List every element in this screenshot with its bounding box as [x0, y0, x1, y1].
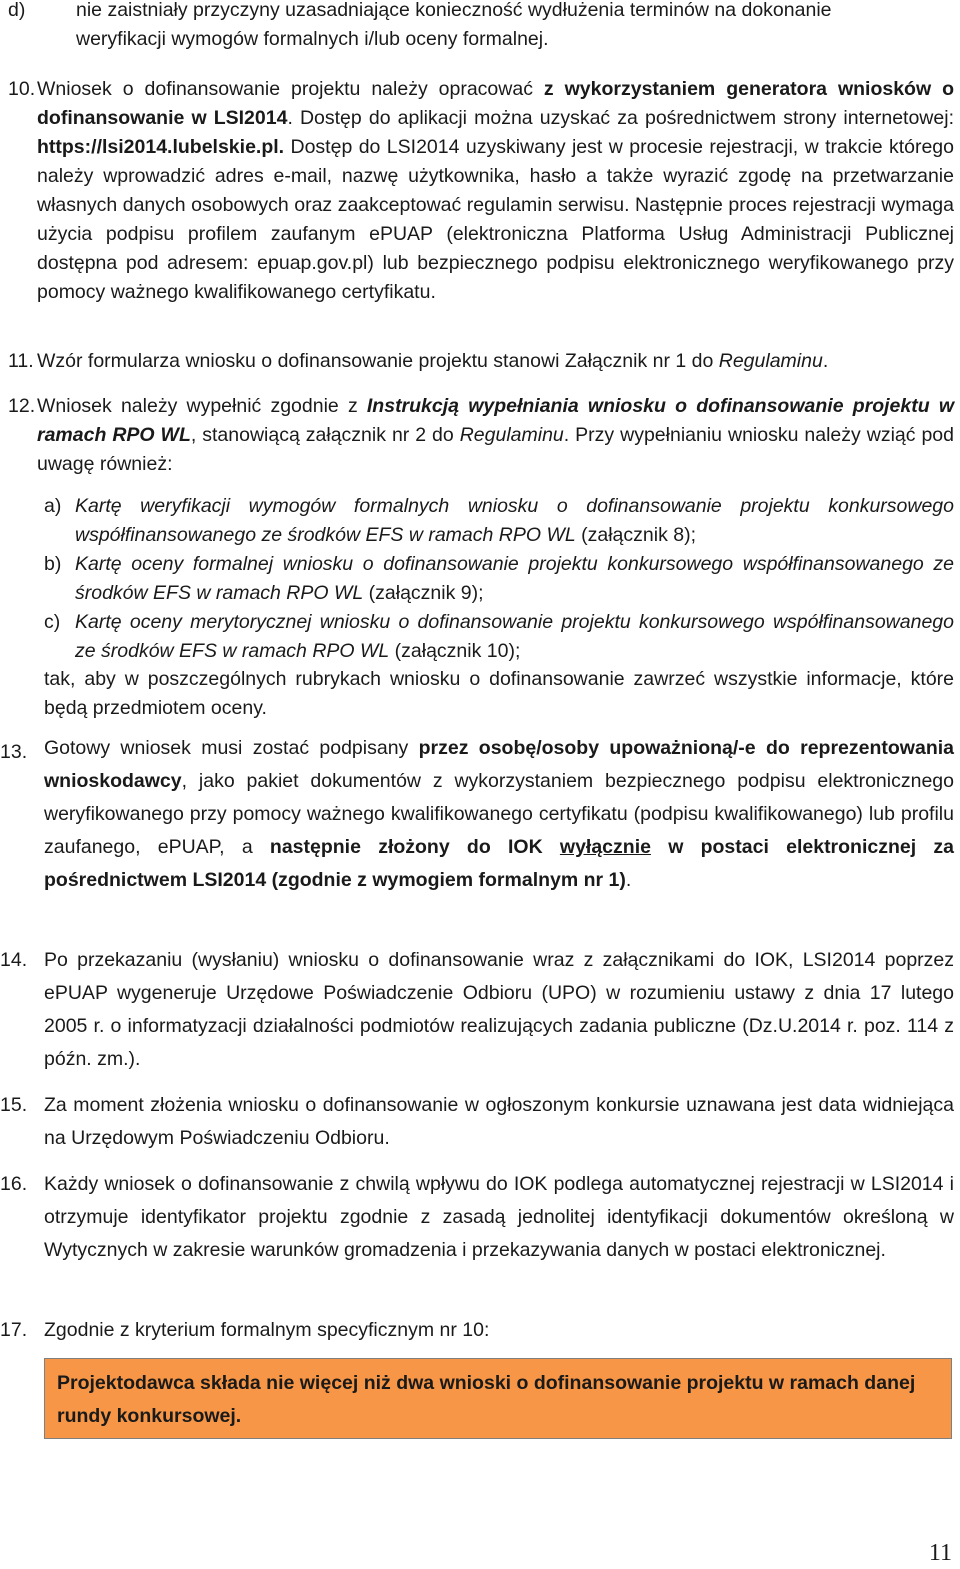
p13-bold-2: następnie złożony do IOK [269, 836, 560, 858]
sub-item-c [75, 608, 954, 666]
sub-c-italic: Kartę oceny merytorycznej wniosku o dofinansowanie projektu konkursowego współfinansowanego ze środków EFS w ramach RPO WL [75, 611, 954, 662]
sub-b-plain: (załącznik 9); [363, 582, 484, 604]
page-number: 11 [928, 1540, 952, 1566]
sub-marker-c: c) [44, 611, 61, 633]
paragraph-16: Każdy wniosek o dofinansowanie z chwilą wpływu do IOK podlega automatycznej rejestracji w LSI2014 i otrzymuje identyfikator projektu zgodnie z zasadą jednolitej identyfikacji dokumentów określoną w Wytycznych w zakresie warunków gromadzenia i przekazywania danych w postaci elektronicznej. [44, 1173, 954, 1261]
sub-c-plain: (załącznik 10); [389, 640, 521, 662]
paragraph-17: Zgodnie z kryterium formalnym specyficznym nr 10: [44, 1319, 490, 1341]
p12-text-2: , stanowiącą załącznik nr 2 do [190, 424, 460, 446]
item-14-number: 14. [0, 949, 28, 971]
paragraph-11 [37, 347, 954, 376]
p13-text-1: Gotowy wniosek musi zostać podpisany [44, 737, 419, 759]
p13-bold-3: w postaci elektronicznej za pośrednictwem LSI2014 (zgodnie z wymogiem formalnym nr 1) [44, 836, 954, 891]
item-11-number: 11. [8, 350, 34, 372]
sub-item-b [75, 550, 954, 608]
p12-text-1: Wniosek należy wypełnić zgodnie z [37, 395, 367, 417]
item-12-number: 12. [8, 395, 36, 417]
criterion-box-text: Projektodawca składa nie więcej niż dwa wnioski o dofinansowanie projektu w ramach danej rundy konkursowej. [57, 1372, 916, 1427]
sub-b-italic: Kartę oceny formalnej wniosku o dofinansowanie projektu konkursowego współfinansowanego ze środków EFS w ramach RPO WL [75, 553, 954, 604]
p12-instrukcja: Instrukcją wypełniania wniosku o dofinansowanie projektu w ramach RPO WL [37, 395, 954, 446]
paragraph-12 [37, 392, 954, 479]
p12-text-3: . Przy wypełnianiu wniosku należy wziąć pod uwagę również: [37, 424, 954, 475]
item-15-number: 15. [0, 1094, 28, 1116]
p13-text-3: . [625, 869, 632, 891]
paragraph-d-line2: weryfikacji wymogów formalnych i/lub oceny formalnej. [76, 28, 549, 50]
paragraph-d-line1: nie zaistniały przyczyny uzasadniające konieczność wydłużenia terminów na dokonanie [76, 0, 832, 21]
paragraph-14: Po przekazaniu (wysłaniu) wniosku o dofinansowanie wraz z załącznikami do IOK, LSI2014 poprzez ePUAP wygeneruje Urzędowe Poświadczenie Odbioru (UPO) w rozumieniu ustawy z dnia 17 lutego 2005 r. o informatyzacji działalności podmiotów realizujących zadania publiczne (Dz.U.2014 r. poz. 114 z późn. zm.). [44, 949, 954, 1070]
p10-text-1: Wniosek o dofinansowanie projektu należy opracować [37, 78, 544, 100]
criterion-highlight-box [44, 1358, 952, 1439]
p13-bold-1: przez osobę/osoby upoważnioną/-e do reprezentowania wnioskodawcy [44, 737, 954, 792]
p11-regulamin: Regulaminu [718, 350, 823, 372]
item-13-number: 13. [0, 741, 28, 763]
list-marker-d: d) [8, 0, 26, 21]
sub-marker-b: b) [44, 553, 62, 575]
p10-text-3: Dostęp do LSI2014 uzyskiwany jest w procesie rejestracji, w trakcie którego należy wprowadzić adres e-mail, nazwę użytkownika, hasło a także wyrazić zgodę na przetwarzanie własnych danych osobowych oraz zaakceptować regulamin serwisu. Następnie proces rejestracji wymaga użycia podpisu profilem zaufanym ePUAP (elektroniczna Platforma Usług Administracji Publicznej dostępna pod adresem: epuap.gov.pl) lub bezpiecznego podpisu elektronicznego weryfikowanego przy pomocy ważnego kwalifikowanego certyfikatu. [37, 136, 954, 303]
item-17-number: 17. [0, 1319, 28, 1341]
p12-regulamin: Regulaminu [459, 424, 564, 446]
p11-text-1: Wzór formularza wniosku o dofinansowanie projektu stanowi Załącznik nr 1 do [37, 350, 719, 372]
item-10-number: 10. [8, 78, 36, 100]
p13-text-2: , jako pakiet dokumentów z wykorzystaniem bezpiecznego podpisu elektronicznego weryfikowanego przy pomocy ważnego kwalifikowanego certyfikatu (podpisu kwalifikowanego) lub profilu zaufanego, ePUAP, a [44, 770, 954, 858]
p10-text-2: . Dostęp do aplikacji można uzyskać za pośrednictwem strony internetowej: [287, 107, 954, 129]
paragraph-10 [37, 75, 954, 307]
paragraph-13 [44, 732, 954, 897]
sub-a-italic: Kartę weryfikacji wymogów formalnych wniosku o dofinansowanie projektu konkursowego współfinansowanego ze środków EFS w ramach RPO WL [75, 495, 954, 546]
sub-marker-a: a) [44, 495, 62, 517]
p10-url: https://lsi2014.lubelskie.pl. [37, 136, 285, 158]
item-16-number: 16. [0, 1173, 28, 1195]
p13-wylacznie: wyłącznie [559, 836, 651, 858]
paragraph-d [76, 0, 954, 54]
sub-a-plain: (załącznik 8); [575, 524, 697, 546]
paragraph-15: Za moment złożenia wniosku o dofinansowanie w ogłoszonym konkursie uznawana jest data widniejąca na Urzędowym Poświadczeniu Odbioru. [44, 1094, 954, 1149]
sub-item-a [75, 492, 954, 550]
paragraph-12-tail: tak, aby w poszczególnych rubrykach wniosku o dofinansowanie zawrzeć wszystkie informacje, które będą przedmiotem oceny. [44, 668, 954, 719]
p11-text-2: . [822, 350, 829, 372]
p10-bold-generator: z wykorzystaniem generatora wniosków o dofinansowanie w LSI2014 [37, 78, 954, 129]
